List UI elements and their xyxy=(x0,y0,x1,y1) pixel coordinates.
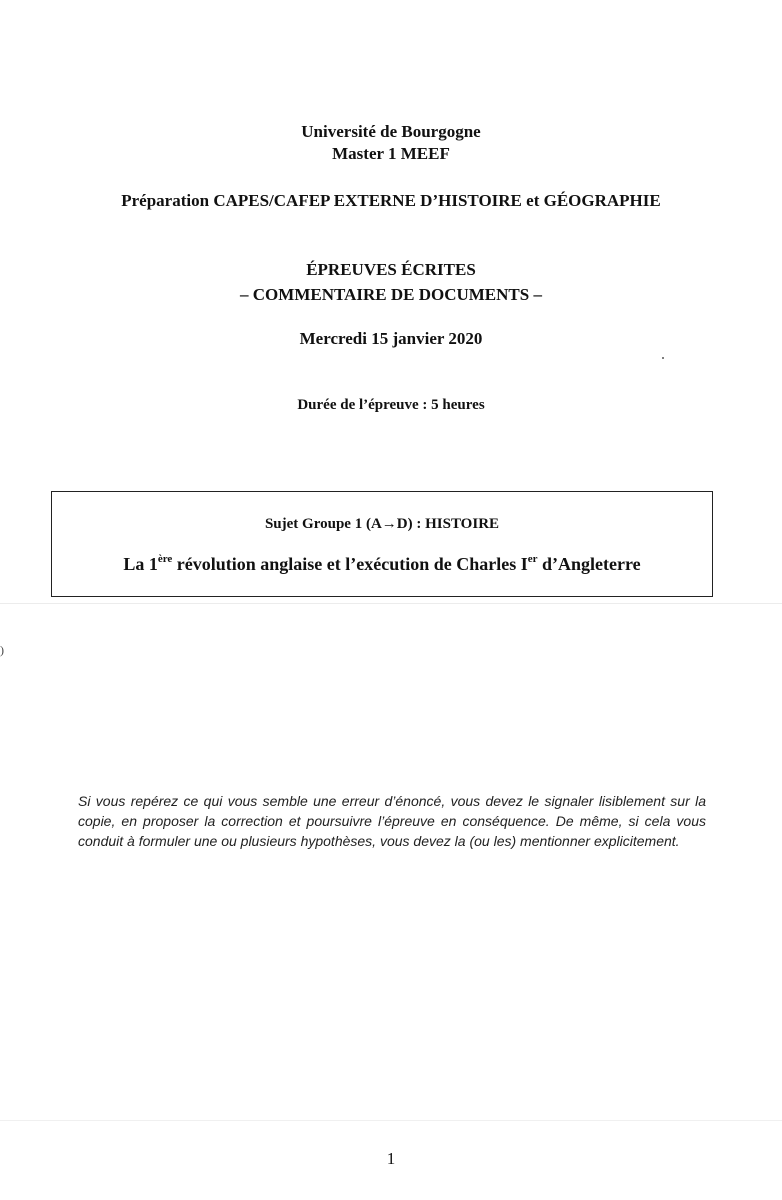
exam-date: Mercredi 15 janvier 2020 xyxy=(299,329,483,348)
page-fold-line-bottom xyxy=(0,1120,782,1121)
program-name: Master 1 MEEF xyxy=(332,144,450,163)
subject-title-part2: révolution anglaise et l’exécution de Charles I xyxy=(172,554,528,574)
notice-paragraph: Si vous repérez ce qui vous semble une erreur d’énoncé, vous devez le signaler lisiblement sur la copie, en proposer la correction et poursuivre l’épreuve en conséquence. De même, si cela vous conduit à formuler une ou plusieurs hypothèses, vous devez la (ou les) mentionner explicitement. xyxy=(78,793,706,849)
subject-title-sup2: er xyxy=(527,553,538,565)
arrow-right-icon: → xyxy=(381,516,397,532)
subject-title-sup1: ère xyxy=(157,553,173,565)
page-fold-line xyxy=(0,603,782,604)
page-number: 1 xyxy=(386,1149,396,1168)
subject-title xyxy=(52,552,712,576)
subject-box xyxy=(51,491,713,597)
preparation-title: Préparation CAPES/CAFEP EXTERNE D’HISTOIRE et GÉOGRAPHIE xyxy=(121,191,661,210)
subject-group-suffix: D) : HISTOIRE xyxy=(396,516,500,532)
university-name: Université de Bourgogne xyxy=(301,122,481,141)
margin-mark: ) xyxy=(0,643,4,657)
subject-group xyxy=(52,514,712,534)
subject-group-prefix: Sujet Groupe 1 (A xyxy=(264,516,382,532)
exam-type-line2: – COMMENTAIRE DE DOCUMENTS – xyxy=(240,285,542,304)
speck-mark xyxy=(662,357,664,359)
subject-title-part3: d’Angleterre xyxy=(537,554,641,574)
exam-duration: Durée de l’épreuve : 5 heures xyxy=(297,397,485,413)
exam-type-line1: ÉPREUVES ÉCRITES xyxy=(306,260,476,279)
subject-title-part1: La 1 xyxy=(123,554,158,574)
